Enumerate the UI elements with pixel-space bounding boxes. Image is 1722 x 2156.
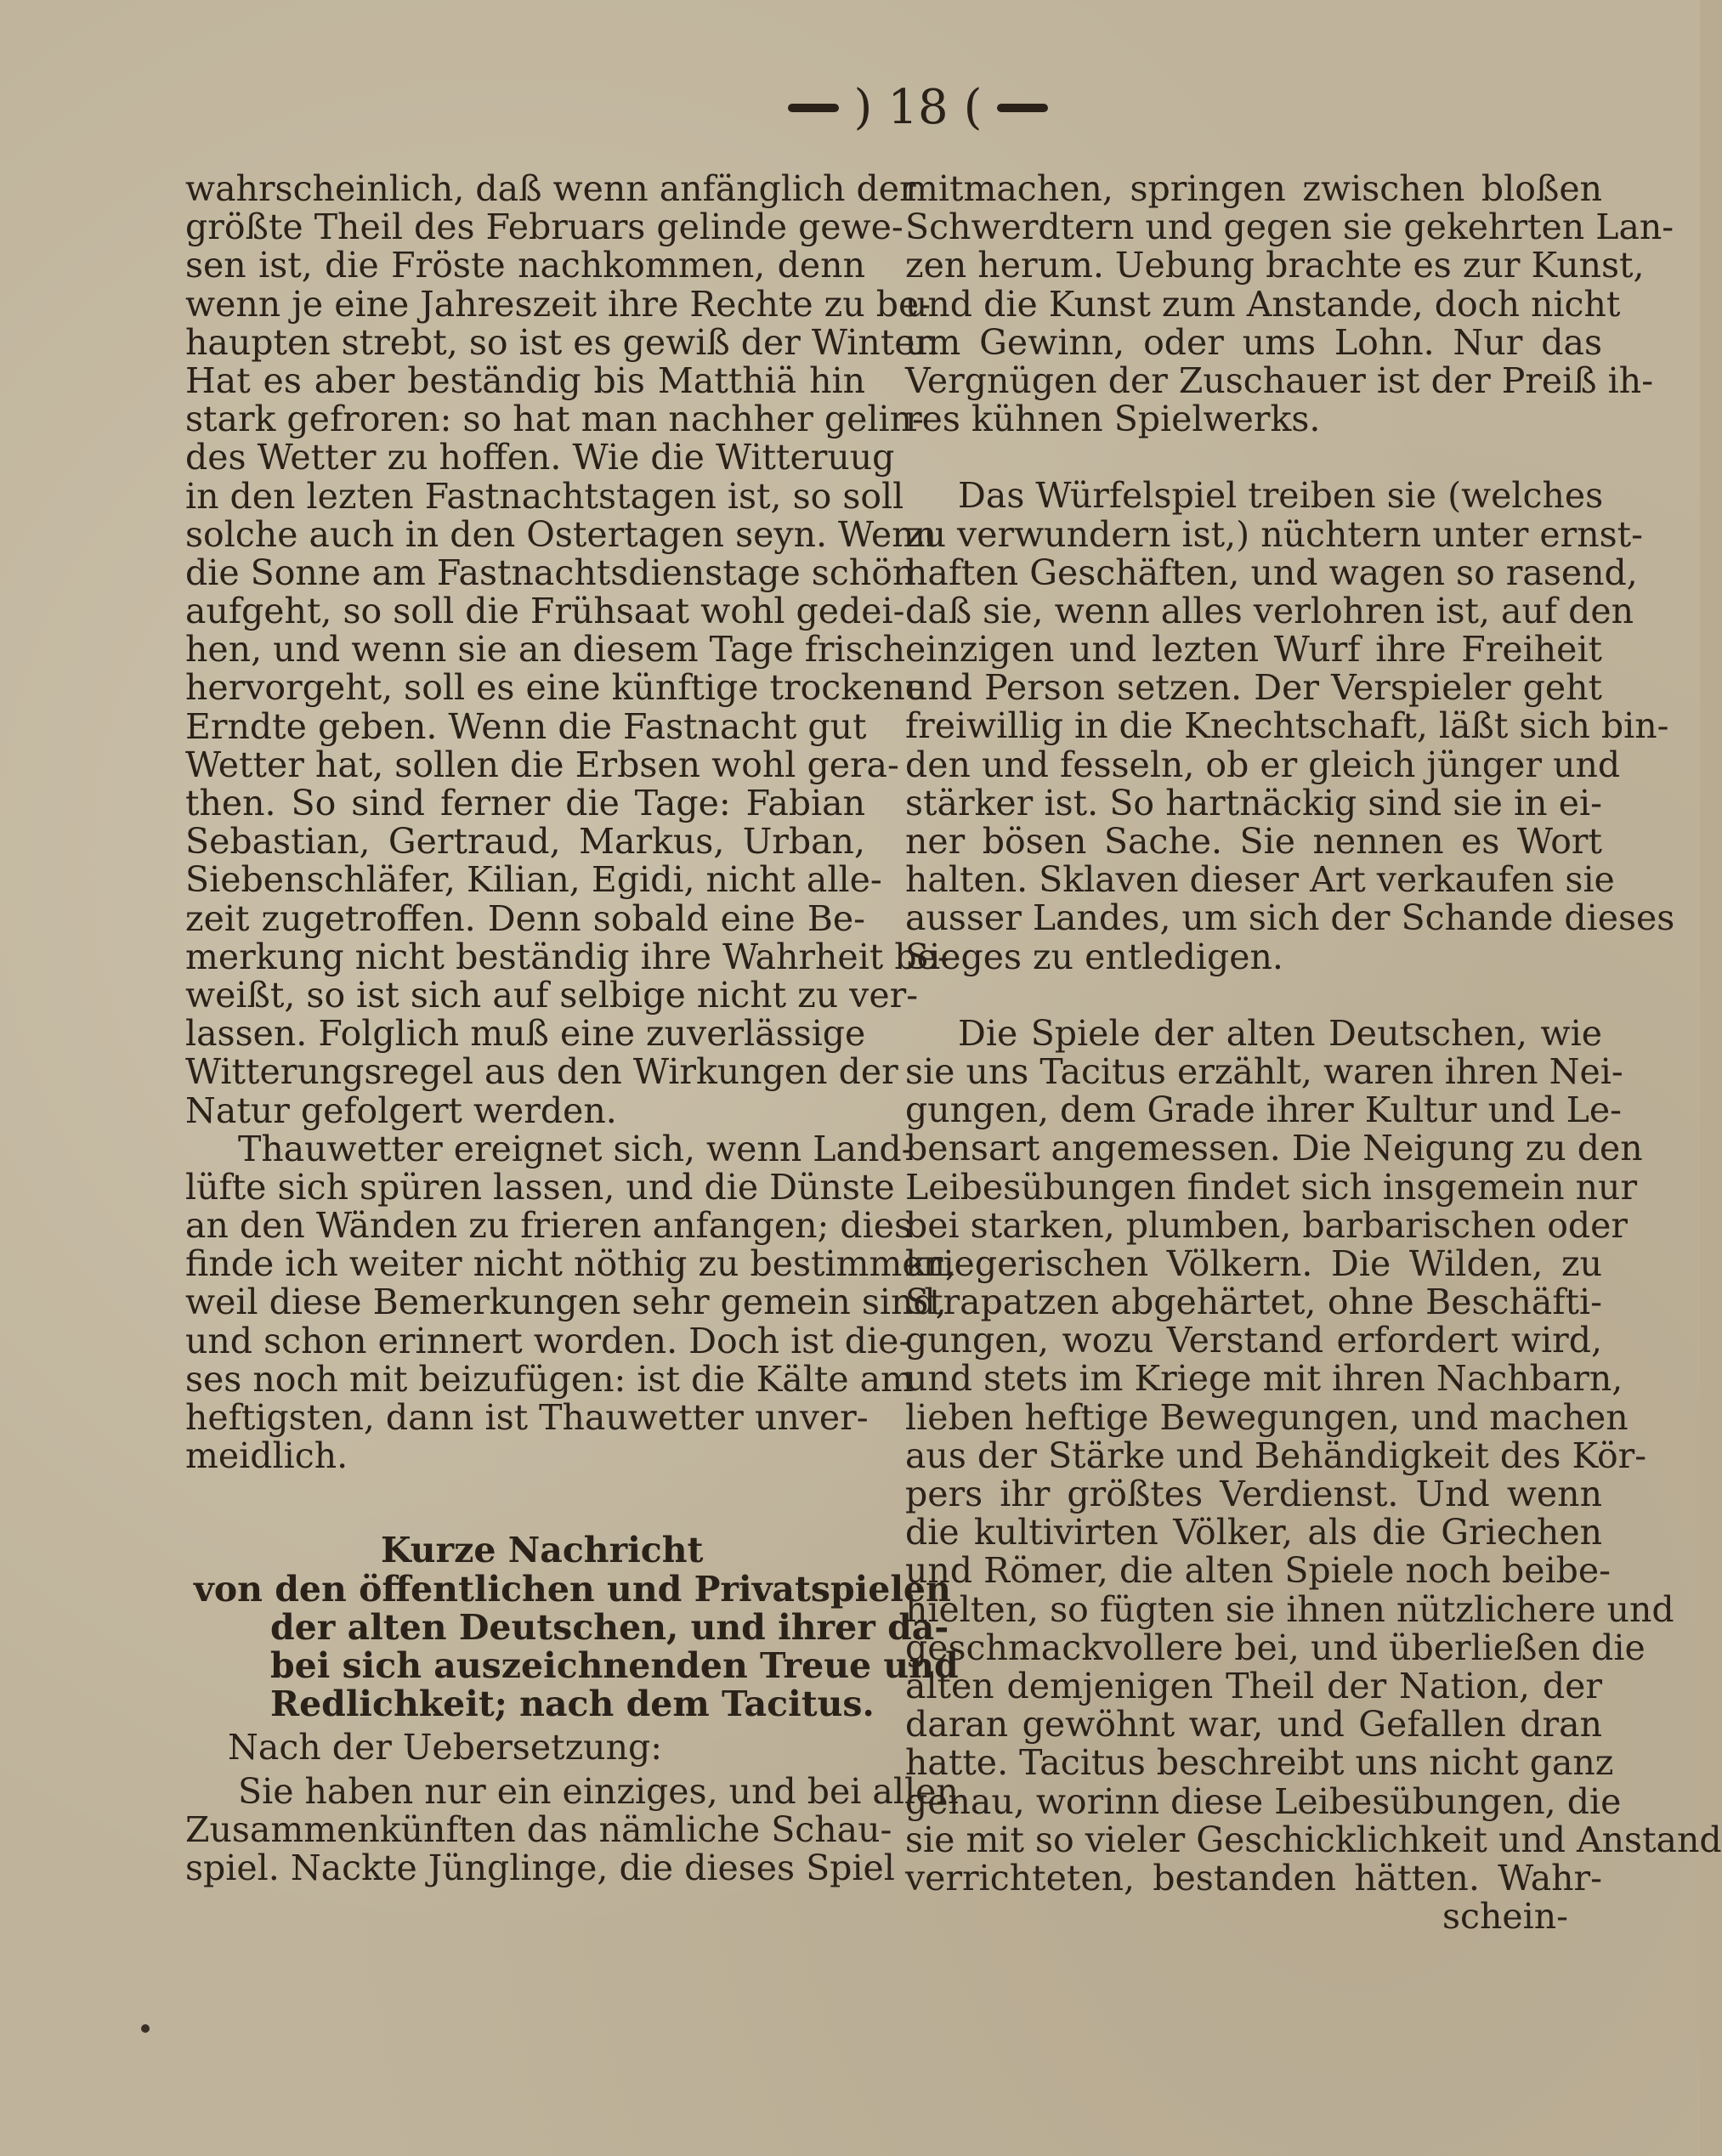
text-line: Zusammenkünften das nämliche Schau- [185, 1808, 892, 1850]
text-line: merkung nicht beständig ihre Wahrheit be- [185, 936, 949, 977]
text-line: hervorgeht, soll es eine künftige trockene [185, 667, 926, 709]
text-line: bei starken, plumben, barbarischen oder [905, 1204, 1629, 1246]
header-rule-right [997, 104, 1048, 112]
text-line: und Person setzen. Der Verspieler geht [905, 667, 1602, 709]
text-line: freiwillig in die Knechtschaft, läßt sich bin- [905, 705, 1669, 747]
article-heading [185, 1530, 959, 1725]
text-line: hatte. Tacitus beschreibt uns nicht ganz [905, 1742, 1614, 1784]
text-line: bensart angemessen. Die Neigung zu den [905, 1128, 1643, 1169]
text-line: genau, worinn diese Leibesübungen, die [905, 1780, 1622, 1822]
heading-line: Kurze Nachricht [381, 1530, 704, 1571]
page-number: 18 [887, 80, 949, 135]
text-line: weil diese Bemerkungen sehr gemein sind, [185, 1282, 947, 1323]
text-line: einzigen und lezten Wurf ihre Freiheit [905, 629, 1602, 671]
text-line: die kultivirten Völker, als die Griechen [905, 1512, 1602, 1553]
text-line: Wetter hat, sollen die Erbsen wohl gera- [185, 744, 899, 785]
text-line: um Gewinn, oder ums Lohn. Nur das [905, 321, 1602, 363]
text-line: ausser Landes, um sich der Schande dieses [905, 897, 1675, 939]
text-line: Sie haben nur ein einziges, und bei allen [238, 1770, 959, 1812]
text-line: haften Geschäften, und wagen so rasend, [905, 552, 1638, 593]
text-line: heftigsten, dann ist Thauwetter unver- [185, 1397, 869, 1438]
text-line: res kühnen Spielwerks. [905, 399, 1321, 440]
text-line: Hat es aber beständig bis Matthiä hin [185, 359, 865, 401]
heading-line: von den öffentlichen und Privatspielen [194, 1568, 951, 1610]
text-line: finde ich weiter nicht nöthig zu bestimmen, [185, 1243, 957, 1285]
text-line: then. So sind ferner die Tage: Fabian [185, 783, 865, 823]
text-line: Das Würfelspiel treiben sie (welches [958, 475, 1604, 517]
text-line: Schwerdtern und gegen sie gekehrten Lan- [905, 207, 1674, 248]
text-line: wenn je eine Jahreszeit ihre Rechte zu be- [185, 283, 932, 325]
text-line: und Römer, die alten Spiele noch beibe- [905, 1550, 1611, 1592]
text-line: Strapatzen abgehärtet, ohne Beschäfti- [905, 1282, 1602, 1323]
text-line: kriegerischen Völkern. Die Wilden, zu [905, 1242, 1602, 1284]
header-left-mark: ) [853, 80, 873, 135]
text-line: weißt, so ist sich auf selbige nicht zu ver- [185, 974, 919, 1016]
text-line: Die Spiele der alten Deutschen, wie [958, 1012, 1602, 1054]
heading-line: bei sich auszeichnenden Treue und [270, 1644, 959, 1686]
page-header [748, 78, 1088, 138]
text-line: spiel. Nackte Jünglinge, die dieses Spiel [185, 1847, 895, 1888]
text-line: zu verwundern ist,) nüchtern unter ernst- [905, 513, 1643, 555]
paragraph-games-of-germans [905, 1012, 1722, 1938]
text-line: Sieges zu entledigen. [905, 936, 1283, 977]
text-line: und stets im Kriege mit ihren Nachbarn, [905, 1358, 1623, 1400]
paragraph-sword-dance [905, 168, 1674, 440]
text-line: geschmackvollere bei, und überließen die [905, 1627, 1646, 1668]
text-line: gungen, dem Grade ihrer Kultur und Le- [905, 1089, 1623, 1131]
text-line: Leibesübungen findet sich insgemein nur [905, 1166, 1638, 1208]
text-line: die Sonne am Fastnachtsdienstage schön [185, 552, 915, 593]
text-line: Sebastian, Gertraud, Markus, Urban, [185, 821, 865, 863]
text-line: zen herum. Uebung brachte es zur Kunst, [905, 245, 1645, 286]
text-line: meidlich. [185, 1435, 348, 1477]
paragraph-weather-signs [185, 168, 949, 1131]
text-line: pers ihr größtes Verdienst. Und wenn [905, 1474, 1602, 1514]
text-line: mitmachen, springen zwischen bloßen [905, 168, 1602, 209]
text-line: halten. Sklaven dieser Art verkaufen sie [905, 859, 1615, 901]
text-line: des Wetter zu hoffen. Wie die Witteruug [185, 437, 895, 478]
text-line: Witterungsregel aus den Wirkungen der [185, 1051, 898, 1093]
text-line: größte Theil des Februars gelinde gewe- [185, 207, 903, 248]
text-line: hen, und wenn sie an diesem Tage frisch [185, 629, 906, 671]
right-column [905, 168, 1722, 1938]
paragraph-dice [905, 475, 1675, 977]
text-line: gungen, wozu Verstand erfordert wird, [905, 1320, 1602, 1361]
text-line: sie uns Tacitus erzählt, waren ihren Nei- [905, 1050, 1623, 1092]
text-line: und die Kunst zum Anstande, doch nicht [905, 283, 1621, 325]
text-line: sie mit so vieler Geschicklichkeit und Anstand [905, 1819, 1722, 1860]
paragraph-thaw [185, 1128, 957, 1477]
text-line: zeit zugetroffen. Denn sobald eine Be- [185, 897, 865, 939]
text-line: in den lezten Fastnachtstagen ist, so soll [185, 475, 904, 517]
text-line: und schon erinnert worden. Doch ist die- [185, 1320, 911, 1361]
heading-line: Redlichkeit; nach dem Tacitus. [270, 1683, 875, 1725]
text-line: Vergnügen der Zuschauer ist der Preiß ih- [905, 359, 1654, 401]
text-line: ner bösen Sache. Sie nennen es Wort [905, 821, 1602, 862]
text-line: daß sie, wenn alles verlohren ist, auf den [905, 590, 1634, 631]
text-line: alten demjenigen Theil der Nation, der [905, 1665, 1602, 1706]
text-line: Erndte geben. Wenn die Fastnacht gut [185, 705, 867, 747]
text-line: haupten strebt, so ist es gewiß der Winter. [185, 321, 939, 363]
text-line: hielten, so fügten sie ihnen nützlichere und [905, 1588, 1674, 1630]
text-line: Natur gefolgert werden. [185, 1089, 617, 1131]
header-rule-left [788, 104, 839, 112]
subheading: Nach der Uebersetzung: [228, 1727, 663, 1768]
text-line: solche auch in den Ostertagen seyn. Wenn [185, 513, 937, 555]
header-right-mark: ( [963, 80, 983, 135]
paragraph-game [185, 1770, 959, 1888]
ink-spot [141, 2024, 150, 2033]
text-line: Thauwetter ereignet sich, wenn Land- [238, 1128, 914, 1169]
catchword: schein- [1442, 1896, 1568, 1938]
text-line: stärker ist. So hartnäckig sind sie in ei- [905, 782, 1602, 823]
text-line: stark gefroren: so hat man nachher gelin- [185, 399, 924, 440]
text-line: aufgeht, so soll die Frühsaat wohl gedei- [185, 591, 905, 632]
text-line: verrichteten, bestanden hätten. Wahr- [905, 1857, 1602, 1899]
text-line: daran gewöhnt war, und Gefallen dran [905, 1704, 1602, 1746]
left-column [185, 168, 959, 1888]
text-line: wahrscheinlich, daß wenn anfänglich der [185, 168, 916, 209]
text-line: Siebenschläfer, Kilian, Egidi, nicht alle- [185, 859, 882, 901]
text-line: sen ist, die Fröste nachkommen, denn [185, 245, 865, 286]
text-line: lieben heftige Bewegungen, und machen [905, 1396, 1629, 1438]
heading-line: der alten Deutschen, und ihrer da- [270, 1606, 949, 1648]
text-line: lassen. Folglich muß eine zuverlässige [185, 1013, 866, 1055]
text-line: lüfte sich spüren lassen, und die Dünste [185, 1166, 895, 1208]
text-line: aus der Stärke und Behändigkeit des Kör- [905, 1435, 1647, 1476]
text-line: an den Wänden zu frieren anfangen; dies [185, 1205, 912, 1247]
text-line: ses noch mit beizufügen: ist die Kälte am [185, 1358, 914, 1400]
text-line: den und fesseln, ob er gleich jünger und [905, 744, 1621, 785]
